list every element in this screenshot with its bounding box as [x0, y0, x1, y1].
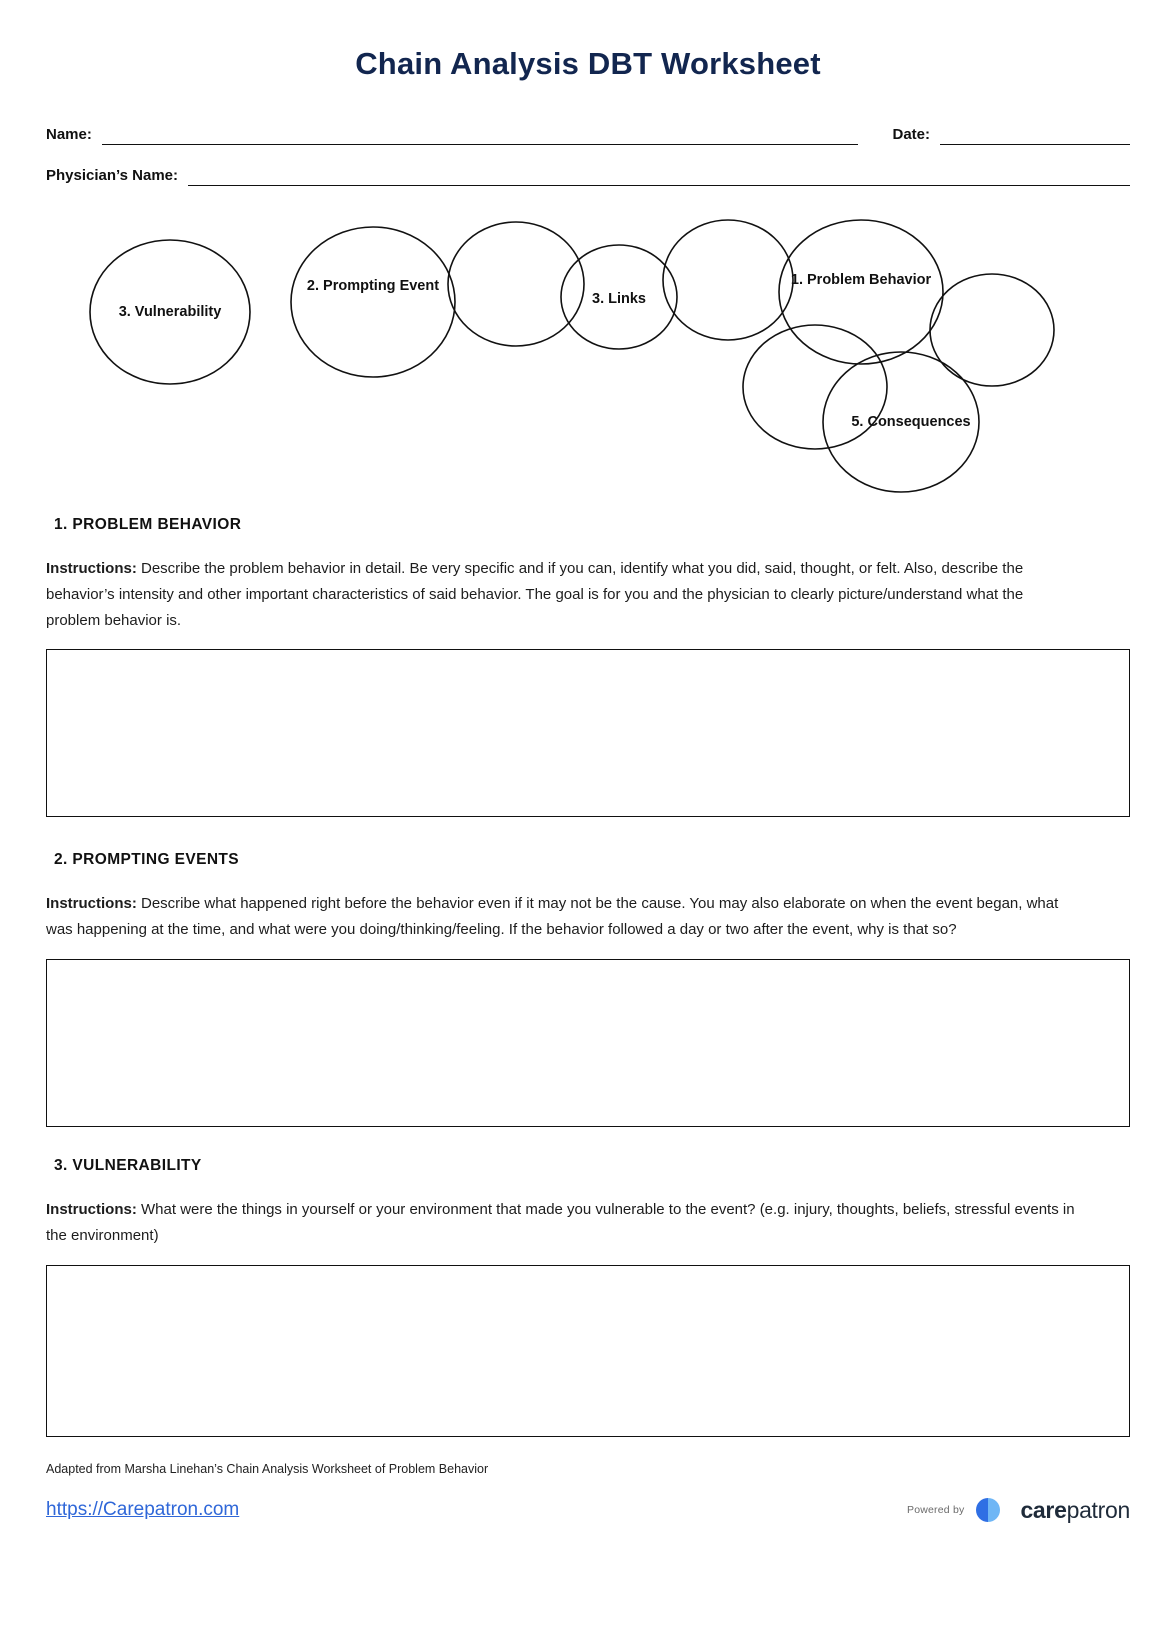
page-footer	[46, 1495, 1130, 1525]
instructions-text: Describe the problem behavior in detail. Be very specific and if you can, identify what you did, said, thought, or felt. Also, describe the behavior’s intensity and other important characteristics of said behavior. The goal is for you and the physician to clearly picture/understand what the problem behavior is.	[46, 560, 1024, 629]
physician-label: Physician’s Name:	[46, 167, 179, 184]
section-instructions	[46, 556, 1081, 633]
name-date-row	[46, 126, 1130, 145]
carepatron-url-link[interactable]: https://Carepatron.com	[46, 1499, 240, 1520]
section-heading: 2. PROMPTING EVENTS	[54, 851, 240, 869]
carepatron-logo-icon	[973, 1495, 1011, 1525]
brand-word-light: patron	[1066, 1496, 1130, 1523]
node-label-vulnerability: 3. Vulnerability	[118, 304, 222, 320]
brand-word-bold: care	[1020, 1496, 1067, 1523]
instructions-label: Instructions:	[46, 1200, 137, 1218]
node-label-consequences: 5. Consequences	[851, 414, 971, 430]
answer-field-vulnerability[interactable]	[46, 1265, 1130, 1437]
powered-by-label: Powered by	[906, 1504, 965, 1516]
section-heading: 1. PROBLEM BEHAVIOR	[54, 516, 242, 533]
node-label-prompting-event: 2. Prompting Event	[306, 278, 440, 294]
section-prompting-events	[46, 851, 1130, 1127]
date-input[interactable]	[940, 131, 1130, 145]
section-instructions	[46, 1197, 1081, 1249]
circle-link-a	[448, 222, 584, 346]
instructions-label: Instructions:	[46, 895, 137, 913]
circle-link-c	[930, 274, 1054, 386]
adapted-note: Adapted from Marsha Linehan’s Chain Analysis Worksheet of Problem Behavior	[46, 1462, 489, 1476]
instructions-text: What were the things in yourself or your environment that made you vulnerable to the event? (e.g. injury, thoughts, beliefs, stressful events in the environment)	[46, 1200, 1075, 1244]
brand-block	[907, 1495, 1130, 1525]
instructions-label: Instructions:	[46, 560, 137, 577]
circle-prompting-event	[291, 227, 455, 377]
instructions-text: Describe what happened right before the behavior even if it may not be the cause. You may also elaborate on when the event began, what was happening at the time, and what were you doing/thinking/feeling. If the behavior followed a day or two after the event, why is that so?	[46, 895, 1059, 939]
chain-diagram	[46, 212, 1130, 512]
name-label: Name:	[46, 126, 92, 143]
circle-problem-behavior	[779, 220, 943, 364]
answer-field-problem-behavior[interactable]	[46, 649, 1130, 817]
section-heading: 3. VULNERABILITY	[54, 1156, 202, 1174]
section-vulnerability	[46, 1157, 1130, 1437]
section-problem-behavior	[46, 516, 1130, 817]
physician-input[interactable]	[188, 172, 1130, 186]
circle-link-b	[663, 220, 793, 340]
date-label: Date:	[892, 126, 930, 143]
physician-row	[46, 167, 1130, 186]
node-label-links: 3. Links	[592, 291, 646, 307]
identity-block	[46, 126, 1130, 186]
carepatron-wordmark	[1020, 1497, 1130, 1524]
chain-diagram-circles	[46, 212, 1130, 512]
section-instructions	[46, 891, 1081, 943]
name-input[interactable]	[102, 131, 859, 145]
page-title: Chain Analysis DBT Worksheet	[355, 46, 821, 81]
node-label-problem-behavior: 1. Problem Behavior	[790, 272, 932, 288]
answer-field-prompting-events[interactable]	[46, 959, 1130, 1127]
